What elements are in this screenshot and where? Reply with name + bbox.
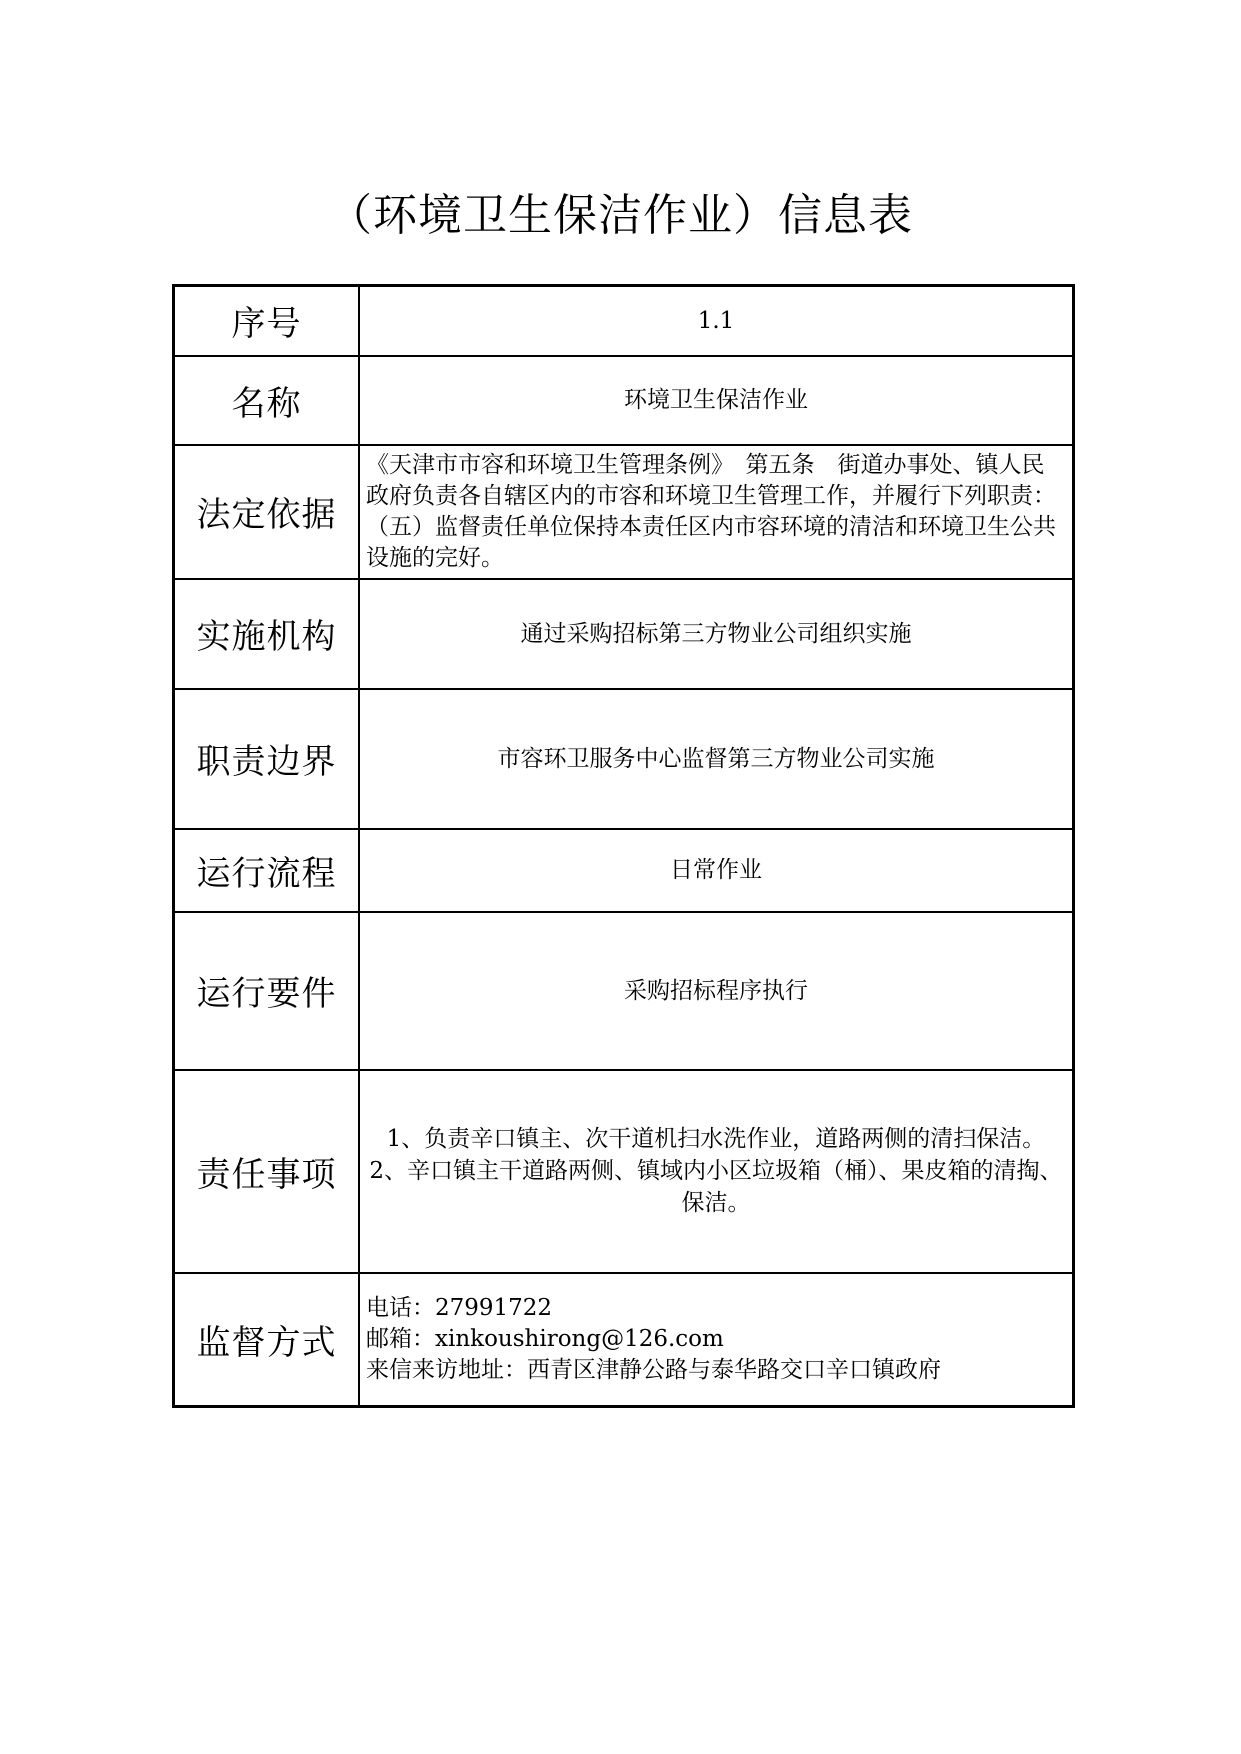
table-row xyxy=(174,445,1074,579)
row-value-serial: 1.1 xyxy=(359,286,1074,356)
row-value-duties xyxy=(359,1070,1074,1273)
row-value-agency: 通过采购招标第三方物业公司组织实施 xyxy=(359,579,1074,689)
row-label-duties: 责任事项 xyxy=(174,1070,360,1273)
contact-email: 邮箱：xinkoushirong@126.com xyxy=(366,1325,724,1352)
table-row xyxy=(174,1070,1074,1273)
row-label-process: 运行流程 xyxy=(174,829,360,912)
duty-item-2: 2、辛口镇主干道路两侧、镇域内小区垃圾箱（桶）、果皮箱的清掏、保洁。 xyxy=(369,1158,1063,1216)
row-label-serial: 序号 xyxy=(174,286,360,356)
info-table xyxy=(172,284,1075,1408)
table-row xyxy=(174,356,1074,445)
table-row xyxy=(174,912,1074,1070)
row-label-responsibility-boundary: 职责边界 xyxy=(174,689,360,829)
page-title: （环境卫生保洁作业）信息表 xyxy=(328,190,913,241)
table-row xyxy=(174,286,1074,356)
row-value-name: 环境卫生保洁作业 xyxy=(359,356,1074,445)
table-row xyxy=(174,689,1074,829)
table-row xyxy=(174,1273,1074,1407)
row-label-supervision: 监督方式 xyxy=(174,1273,360,1407)
row-value-supervision xyxy=(359,1273,1074,1407)
row-value-responsibility-boundary: 市容环卫服务中心监督第三方物业公司实施 xyxy=(359,689,1074,829)
row-label-legal-basis: 法定依据 xyxy=(174,445,360,579)
contact-phone: 电话：27991722 xyxy=(366,1294,553,1321)
duty-item-1: 1、负责辛口镇主、次干道机扫水洗作业，道路两侧的清扫保洁。 xyxy=(386,1126,1046,1152)
row-value-legal-basis: 《天津市市容和环境卫生管理条例》 第五条 街道办事处、镇人民政府负责各自辖区内的市容和环境卫生管理工作，并履行下列职责：（五）监督责任单位保持本责任区内市容环境的清洁和环境卫生公共设施的完好。 xyxy=(359,445,1074,579)
contact-address: 来信来访地址：西青区津静公路与泰华路交口辛口镇政府 xyxy=(366,1356,941,1383)
row-value-process: 日常作业 xyxy=(359,829,1074,912)
table-row xyxy=(174,579,1074,689)
row-value-requirements: 采购招标程序执行 xyxy=(359,912,1074,1070)
row-label-agency: 实施机构 xyxy=(174,579,360,689)
table-row xyxy=(174,829,1074,912)
row-label-requirements: 运行要件 xyxy=(174,912,360,1070)
row-label-name: 名称 xyxy=(174,356,360,445)
